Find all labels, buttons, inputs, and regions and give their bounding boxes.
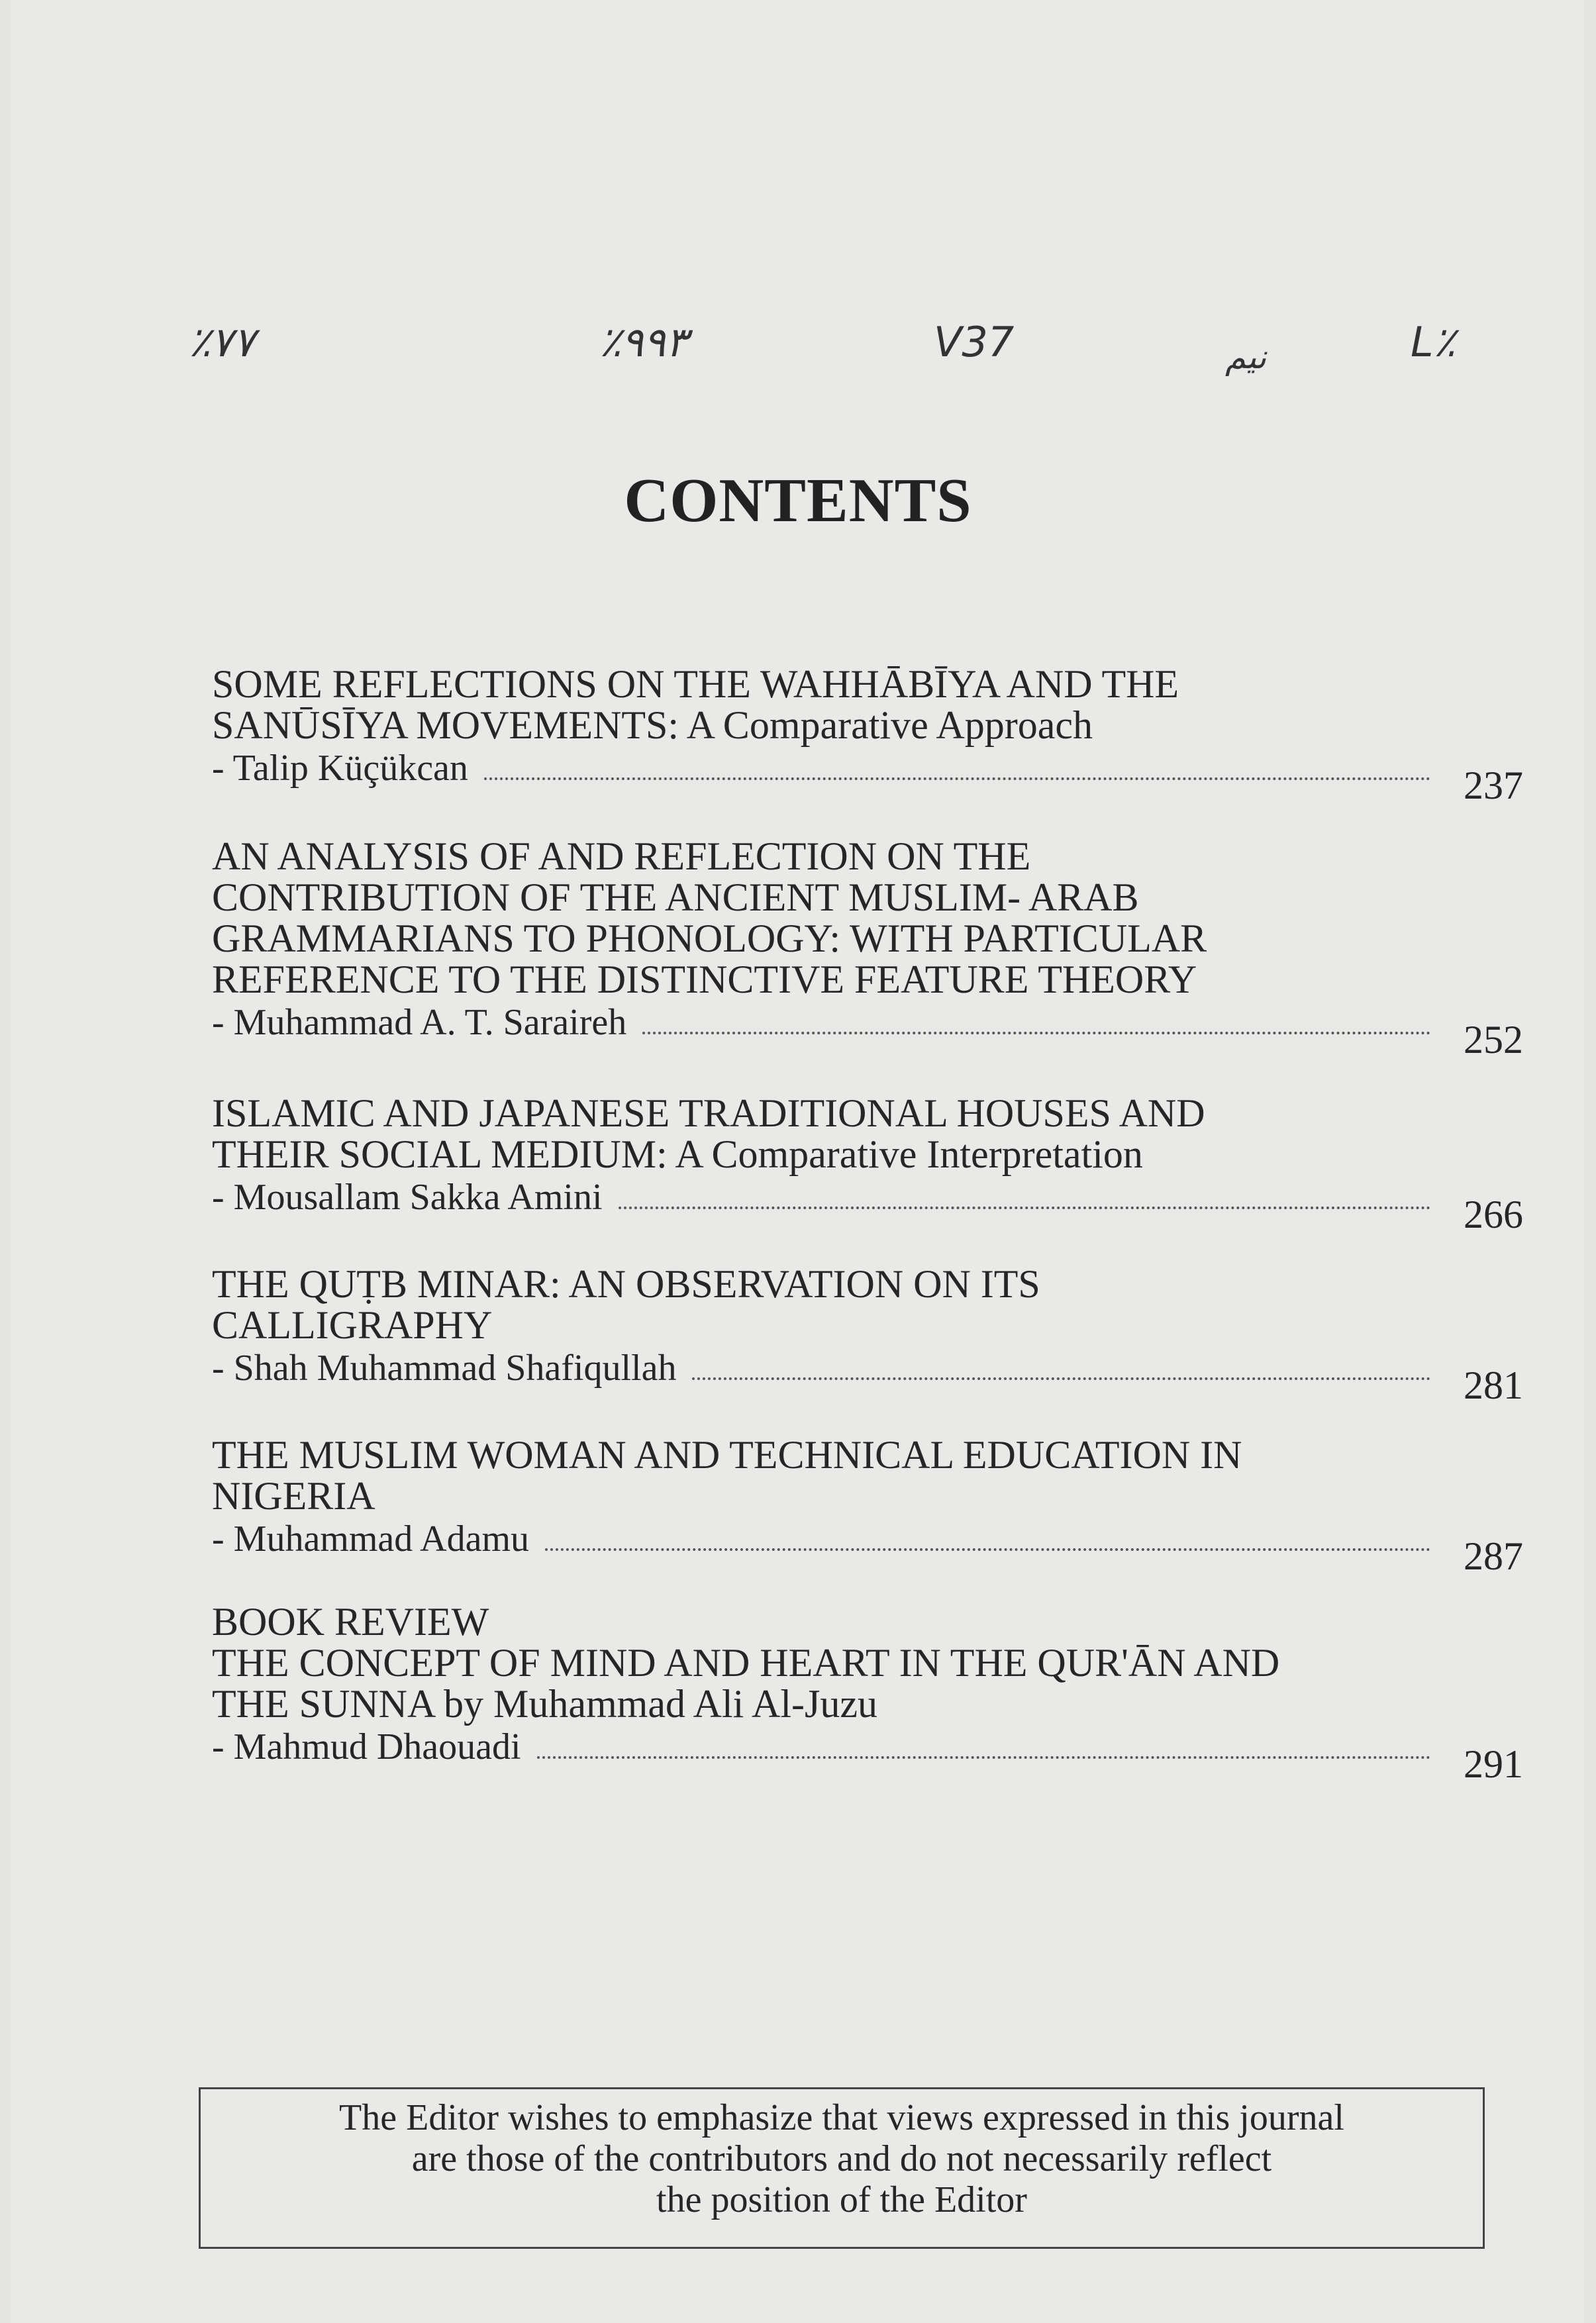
leader-dots <box>545 1548 1430 1551</box>
entry-author: - Muhammad Adamu <box>212 1518 530 1559</box>
leader-dots <box>537 1755 1430 1759</box>
handwritten-note: ٪۹۹۳ <box>599 318 688 366</box>
handwritten-note: L٪ <box>1411 318 1456 366</box>
entry-author-row <box>212 1001 1523 1062</box>
entry-author-row <box>212 1518 1523 1578</box>
toc-entry <box>212 1262 1523 1407</box>
entry-title-line: AN ANALYSIS OF AND REFLECTION ON THE <box>212 834 1031 878</box>
editor-disclaimer-box <box>199 2087 1485 2249</box>
entry-title-line: SANŪSĪYA MOVEMENTS: A Comparative Approach <box>212 703 1093 747</box>
entry-author: - Mahmud Dhaouadi <box>212 1726 521 1767</box>
entry-author: - Muhammad A. T. Saraireh <box>212 1002 627 1043</box>
entry-author: - Talip Küçükcan <box>212 748 468 789</box>
entry-title-line: NIGERIA <box>212 1474 375 1518</box>
entry-page-number: 287 <box>1464 1534 1523 1578</box>
entry-author: - Mousallam Sakka Amini <box>212 1177 603 1218</box>
entry-page-number: 266 <box>1464 1193 1523 1236</box>
entry-title-line: ISLAMIC AND JAPANESE TRADITIONAL HOUSES AND <box>212 1091 1205 1135</box>
leader-dots <box>692 1377 1430 1380</box>
leader-dots <box>642 1031 1430 1034</box>
entry-title-line: SOME REFLECTIONS ON THE WAHHĀBĪYA AND THE <box>212 662 1179 706</box>
handwritten-note: نیم <box>1225 338 1267 376</box>
toc-entry <box>212 662 1523 807</box>
toc-entry <box>212 834 1523 1062</box>
section-heading-book-review: BOOK REVIEW <box>212 1600 489 1644</box>
entry-author-row <box>212 747 1523 807</box>
entry-page-number: 237 <box>1464 764 1523 807</box>
disclaimer-line: The Editor wishes to emphasize that views expressed in this journal <box>339 2097 1344 2138</box>
contents-title: CONTENTS <box>624 466 972 535</box>
toc-entry <box>212 1091 1523 1236</box>
handwritten-note: ٪۷۷ <box>189 318 255 366</box>
entry-page-number: 281 <box>1464 1363 1523 1407</box>
entry-title-line: THE QUṬB MINAR: AN OBSERVATION ON ITS <box>212 1262 1040 1306</box>
entry-page-number: 252 <box>1464 1018 1523 1062</box>
disclaimer-line: are those of the contributors and do not necessarily reflect <box>411 2138 1272 2179</box>
entry-author: - Shah Muhammad Shafiqullah <box>212 1348 677 1389</box>
entry-title-line: THE MUSLIM WOMAN AND TECHNICAL EDUCATION IN <box>212 1433 1242 1477</box>
leader-dots <box>619 1206 1430 1209</box>
entry-title-line: REFERENCE TO THE DISTINCTIVE FEATURE THEORY <box>212 958 1197 1001</box>
leader-dots <box>484 777 1430 780</box>
entry-title-line: CALLIGRAPHY <box>212 1303 493 1347</box>
entry-title-line: THE CONCEPT OF MIND AND HEART IN THE QUR'ĀN AND <box>212 1641 1280 1685</box>
entry-page-number: 291 <box>1464 1742 1523 1786</box>
toc-entry <box>212 1433 1523 1578</box>
entry-author-row <box>212 1347 1523 1407</box>
entry-author-row <box>212 1176 1523 1236</box>
entry-title-line: GRAMMARIANS TO PHONOLOGY: WITH PARTICULAR <box>212 916 1207 960</box>
entry-title-line: THE SUNNA by Muhammad Ali Al-Juzu <box>212 1682 877 1726</box>
disclaimer-line: the position of the Editor <box>656 2179 1027 2220</box>
entry-author-row <box>212 1726 1523 1786</box>
toc-entry <box>212 1600 1523 1786</box>
handwritten-note: V37 <box>934 318 1015 366</box>
entry-title-line: CONTRIBUTION OF THE ANCIENT MUSLIM- ARAB <box>212 875 1139 919</box>
entry-title-line: THEIR SOCIAL MEDIUM: A Comparative Interpretation <box>212 1132 1143 1176</box>
